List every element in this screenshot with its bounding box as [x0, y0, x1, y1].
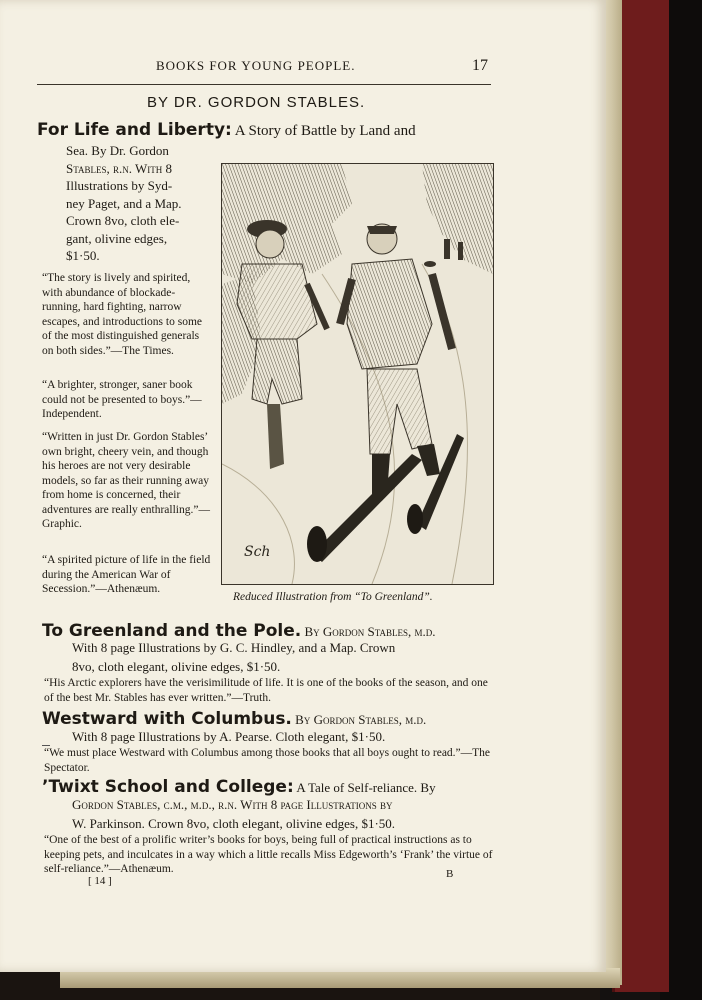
book1-line: Crown 8vo, cloth ele-: [66, 213, 180, 228]
review-quote: “We must place Westward with Columbus among those books that all boys ought to read.”—The Spectator.: [44, 747, 491, 774]
review-quote: “The story is lively and spirited, with abundance of blockade-running, hard fighting, narrow escapes, and introductions to some of the most distinguished generals on both sides.”—The Times.: [42, 272, 203, 357]
book1-colon: :: [225, 120, 232, 140]
illustration-caption: Reduced Illustration from “To Greenland”.: [233, 591, 433, 603]
author-heading: BY DR. GORDON STABLES.: [147, 94, 366, 111]
book4-title-line: [42, 777, 436, 797]
review-quote: “One of the best of a prolific writer’s books for boys, being full of practical instructions as to keeping pets, and inculcates in a way which a little recalls Miss Edgeworth’s ‘Frank’ the virtue of self-reliance.”—Athenæum.: [44, 834, 493, 875]
book3-line: With 8 page Illustrations by A. Pearse. Cloth elegant, $1·50.: [72, 729, 386, 744]
review-quote: “His Arctic explorers have the verisimilitude of life. It is one of the books of the season, and one of the best Mr. Stables has ever written.”—Truth.: [44, 677, 488, 704]
book3-author: By Gordon Stables, m.d.: [291, 712, 427, 727]
running-head: BOOKS FOR YOUNG PEOPLE.: [156, 58, 356, 73]
book4-line: Gordon Stables, c.m., m.d., r.n. With 8 page Illustrations by: [72, 797, 393, 812]
book4-line: W. Parkinson. Crown 8vo, cloth elegant, olivine edges, $1·50.: [72, 816, 396, 831]
book1-price: $1·50.: [66, 248, 100, 263]
header-rule: [37, 84, 491, 85]
review-quote: “A brighter, stronger, saner book could not be presented to boys.”—Independent.: [42, 379, 202, 420]
book2-title: To Greenland and the Pole.: [42, 621, 302, 641]
book2-author: By Gordon Stables, m.d.: [301, 624, 436, 639]
book1-line: Sea. By Dr. Gordon: [66, 143, 169, 158]
book4-colon: :: [286, 777, 294, 797]
book1-title-line: [37, 120, 416, 140]
engraver-signature: Sch: [244, 544, 271, 560]
book3-title: Westward with Columbus.: [42, 709, 292, 729]
signature-mark: [ 14 ]: [88, 875, 112, 887]
book1-line: Stables, r.n. With 8: [66, 161, 173, 176]
skiers-engraving: [222, 164, 493, 584]
book2-title-line: [42, 621, 436, 641]
book1-line: ney Paget, and a Map.: [66, 196, 182, 211]
gathering-letter: B: [446, 868, 454, 880]
book1-subtitle: A Story of Battle by Land and: [231, 123, 416, 139]
review-quote: “Written in just Dr. Gordon Stables’ own bright, cheery vein, and though his heroes are not very desirable models, so far as their running away from home is concerned, their adventures are really enthralling.”—Graphic.: [42, 431, 210, 530]
book4-title: ’Twixt School and College: [42, 777, 287, 797]
book1-line: Illustrations by Syd-: [66, 178, 173, 193]
review-quote: “A spirited picture of life in the field during the American War of Secession.”—Athenæum.: [42, 554, 211, 595]
book4-subtitle: A Tale of Self-reliance. By: [293, 780, 436, 795]
book3-title-line: [42, 709, 426, 729]
book1-line: gant, olivine edges,: [66, 231, 168, 246]
book2-line: With 8 page Illustrations by G. C. Hindley, and a Map. Crown: [72, 640, 396, 655]
book1-title: For Life and Liberty: [37, 120, 226, 140]
book2-line: 8vo, cloth elegant, olivine edges, $1·50.: [72, 659, 281, 674]
page-number: 17: [472, 57, 488, 74]
engraving-illustration: [221, 163, 494, 585]
